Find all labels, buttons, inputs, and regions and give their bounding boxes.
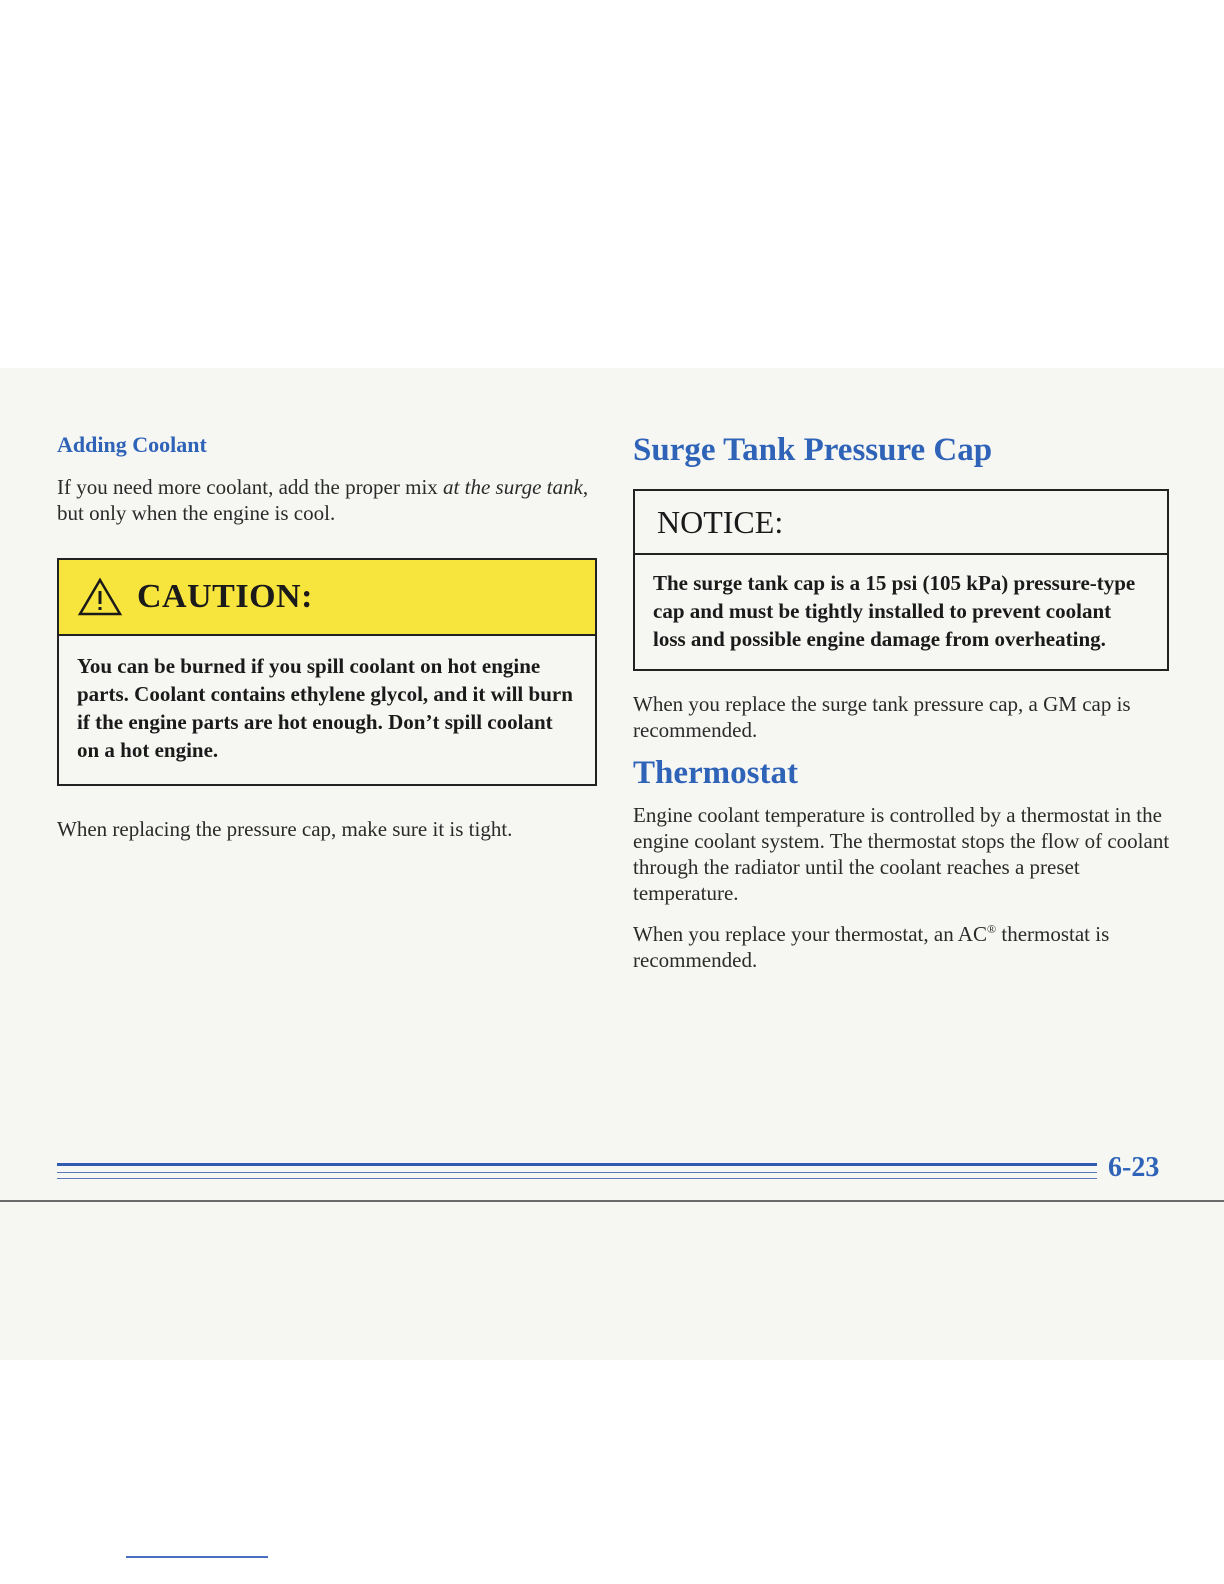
caution-title: CAUTION: <box>137 578 313 615</box>
caution-text: You can be burned if you spill coolant on hot engine parts. Coolant contains ethylene glycol, and it will burn if the engine parts are hot enough. Don’t spill coolant on a hot engine. <box>77 654 573 762</box>
bottom-rule <box>0 1200 1224 1202</box>
thermostat-replace-paragraph: When you replace your thermostat, an AC® thermostat is recommended. <box>633 922 1110 972</box>
surge-tank-heading: Surge Tank Pressure Cap <box>633 432 993 468</box>
small-rule <box>126 1556 268 1558</box>
page-number: 6-23 <box>1108 1152 1160 1183</box>
notice-title: NOTICE: <box>635 491 1167 555</box>
thermostat-paragraph: Engine coolant temperature is controlled by a thermostat in the engine coolant system. The thermostat stops the flow of coolant through the radiator until the coolant reaches a preset temperature. <box>633 803 1170 905</box>
left-column <box>57 432 597 842</box>
thermostat-heading: Thermostat <box>633 755 798 791</box>
adding-coolant-heading: Adding Coolant <box>57 432 207 457</box>
caution-header <box>59 560 595 636</box>
warning-triangle-icon <box>77 577 123 617</box>
caution-box <box>57 558 597 786</box>
footer-rule <box>57 1163 1097 1179</box>
notice-box <box>633 489 1169 671</box>
pressure-cap-tight-paragraph: When replacing the pressure cap, make sure it is tight. <box>57 817 513 841</box>
right-column <box>633 432 1173 973</box>
adding-coolant-paragraph: If you need more coolant, add the proper mix at the surge tank, but only when the engine is cool. <box>57 475 589 525</box>
registered-mark: ® <box>986 922 997 936</box>
gm-cap-paragraph: When you replace the surge tank pressure cap, a GM cap is recommended. <box>633 692 1131 742</box>
notice-text: The surge tank cap is a 15 psi (105 kPa) pressure-type cap and must be tightly installed to prevent coolant loss and possible engine damage from overheating. <box>653 571 1136 651</box>
